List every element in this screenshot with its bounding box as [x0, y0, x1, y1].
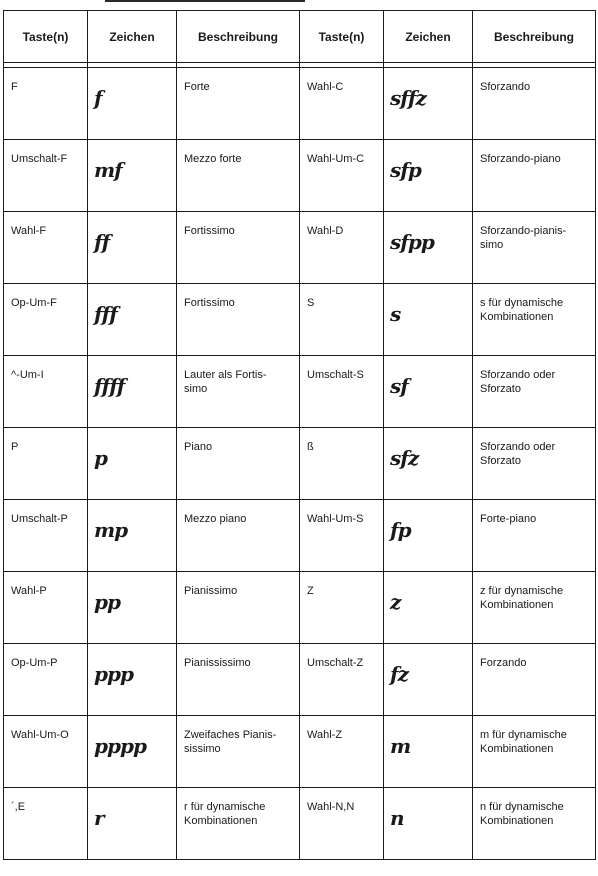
dynamic-symbol-container [88, 212, 177, 284]
description-cell-container [177, 140, 300, 212]
table-row [4, 788, 596, 860]
description-cell-container [177, 572, 300, 644]
key-cell-container [300, 500, 384, 572]
dynamic-symbol-container [384, 356, 473, 428]
description-cell: z für dynamische Kombinationen [480, 585, 564, 611]
header-keys-1: Taste(n) [4, 11, 88, 63]
description-cell: Forzando [480, 657, 527, 669]
description-cell: Pianississimo [184, 657, 251, 669]
table-row [4, 500, 596, 572]
description-cell-container [473, 140, 596, 212]
description-cell: Sforzando oder Sforzato [480, 441, 556, 467]
header-symbol-1: Zeichen [88, 11, 177, 63]
description-cell: Mezzo forte [184, 153, 242, 165]
description-cell: m für dynamische Kombinationen [480, 729, 567, 755]
description-cell: Pianissimo [184, 585, 238, 597]
dynamic-symbol: ff [94, 230, 110, 254]
dynamic-symbol: z [390, 590, 401, 614]
key-cell: Umschalt-F [11, 153, 68, 165]
description-cell-container [177, 212, 300, 284]
dynamic-symbol-container [384, 212, 473, 284]
dynamic-symbol: sfz [390, 446, 419, 470]
dynamic-symbol-container [384, 788, 473, 860]
dynamic-symbol-container [384, 716, 473, 788]
description-cell-container [177, 284, 300, 356]
key-cell-container [4, 716, 88, 788]
dynamic-symbol: m [390, 734, 411, 758]
dynamic-symbol-container [384, 500, 473, 572]
header-description-2: Beschreibung [473, 11, 596, 63]
key-cell: Umschalt-Z [307, 657, 364, 669]
dynamic-symbol: pppp [94, 734, 146, 758]
dynamic-symbol-container [88, 428, 177, 500]
description-cell-container [177, 644, 300, 716]
key-cell: Umschalt-S [307, 369, 364, 381]
dynamic-symbol-container [384, 140, 473, 212]
dynamic-symbol: sfpp [390, 230, 434, 254]
table-body [4, 63, 596, 860]
dynamic-symbol-container [88, 356, 177, 428]
dynamic-symbol: fz [390, 662, 408, 686]
key-cell-container [300, 212, 384, 284]
description-cell: Mezzo piano [184, 513, 247, 525]
key-cell: Wahl-N,N [307, 801, 355, 813]
key-cell-container [4, 428, 88, 500]
dynamic-symbol: fff [94, 302, 117, 326]
dynamic-symbol: ffff [94, 374, 125, 398]
description-cell-container [177, 788, 300, 860]
key-cell-container [4, 572, 88, 644]
dynamic-symbol: ppp [94, 662, 133, 686]
description-cell-container [177, 68, 300, 140]
description-cell-container [473, 500, 596, 572]
dynamic-symbol: sffz [390, 86, 426, 110]
description-cell-container [473, 428, 596, 500]
key-cell: Umschalt-P [11, 513, 68, 525]
description-cell: n für dynamische Kombinationen [480, 801, 564, 827]
key-cell: ^-Um-I [11, 369, 44, 381]
key-cell: Op-Um-F [11, 297, 57, 309]
key-cell-container [4, 644, 88, 716]
key-cell-container [300, 788, 384, 860]
key-cell-container [300, 284, 384, 356]
key-cell: P [11, 441, 19, 453]
dynamic-symbol-container [88, 140, 177, 212]
dynamic-symbol: fp [390, 518, 411, 542]
dynamic-symbol: f [94, 86, 102, 110]
key-cell-container [4, 284, 88, 356]
header-symbol-2: Zeichen [384, 11, 473, 63]
description-cell: Sforzando-piano [480, 153, 561, 165]
dynamic-symbol-container [88, 644, 177, 716]
key-cell: Wahl-D [307, 225, 344, 237]
dynamics-key-table [3, 10, 596, 860]
description-cell-container [177, 500, 300, 572]
description-cell-container [177, 356, 300, 428]
key-cell-container [4, 68, 88, 140]
key-cell: Wahl-C [307, 81, 344, 93]
key-cell-container [4, 500, 88, 572]
description-cell-container [473, 716, 596, 788]
key-cell-container [300, 428, 384, 500]
key-cell: Op-Um-P [11, 657, 58, 669]
key-cell: ß [307, 441, 314, 453]
dynamic-symbol: mf [94, 158, 122, 182]
dynamic-symbol-container [88, 500, 177, 572]
description-cell-container [177, 428, 300, 500]
key-cell: ´,E [11, 801, 26, 813]
key-cell-container [300, 68, 384, 140]
description-cell: Fortissimo [184, 225, 235, 237]
description-cell: Zweifaches Pianis- sissimo [184, 729, 277, 755]
description-cell-container [473, 644, 596, 716]
table-row [4, 644, 596, 716]
dynamic-symbol: sfp [390, 158, 421, 182]
key-cell: S [307, 297, 315, 309]
table-row [4, 716, 596, 788]
dynamic-symbol-container [88, 284, 177, 356]
dynamic-symbol: p [94, 446, 107, 470]
key-cell: Wahl-Z [307, 729, 343, 741]
key-cell-container [300, 716, 384, 788]
dynamic-symbol: r [94, 806, 104, 830]
key-cell-container [300, 644, 384, 716]
table-row [4, 284, 596, 356]
dynamic-symbol-container [88, 716, 177, 788]
key-cell-container [300, 572, 384, 644]
header-keys-2: Taste(n) [300, 11, 384, 63]
description-cell-container [473, 284, 596, 356]
dynamic-symbol-container [384, 284, 473, 356]
dynamic-symbol: s [390, 302, 401, 326]
table-row [4, 356, 596, 428]
key-cell-container [300, 356, 384, 428]
description-cell-container [473, 572, 596, 644]
description-cell: Sforzando [480, 81, 531, 93]
dynamic-symbol: sf [390, 374, 408, 398]
header-row [4, 11, 596, 63]
description-cell: s für dynamische Kombinationen [480, 297, 564, 323]
description-cell: Piano [184, 441, 213, 453]
key-cell: Wahl-F [11, 225, 47, 237]
key-cell: Z [307, 585, 314, 597]
description-cell: Lauter als Fortis- simo [184, 369, 267, 395]
description-cell-container [473, 212, 596, 284]
dynamic-symbol: pp [94, 590, 120, 614]
key-cell: Wahl-Um-S [307, 513, 364, 525]
description-cell: Forte [184, 81, 210, 93]
dynamic-symbol: mp [94, 518, 128, 542]
key-cell: F [11, 81, 18, 93]
description-cell-container [177, 716, 300, 788]
dynamic-symbol-container [384, 644, 473, 716]
key-cell: Wahl-Um-O [11, 729, 69, 741]
key-cell-container [4, 788, 88, 860]
dynamic-symbol-container [88, 572, 177, 644]
dynamic-symbol: n [390, 806, 404, 830]
description-cell: Forte-piano [480, 513, 537, 525]
description-cell-container [473, 356, 596, 428]
dynamic-symbol-container [88, 68, 177, 140]
description-cell: Fortissimo [184, 297, 235, 309]
header-description-1: Beschreibung [177, 11, 300, 63]
description-cell-container [473, 68, 596, 140]
key-cell-container [4, 212, 88, 284]
key-cell-container [4, 140, 88, 212]
description-cell: r für dynamische Kombinationen [184, 801, 266, 827]
table-row [4, 212, 596, 284]
description-cell-container [473, 788, 596, 860]
table-row [4, 428, 596, 500]
description-cell: Sforzando-pianis- simo [480, 225, 567, 251]
key-cell: Wahl-P [11, 585, 47, 597]
dynamic-symbol-container [88, 788, 177, 860]
table-row [4, 572, 596, 644]
key-cell: Wahl-Um-C [307, 153, 365, 165]
key-cell-container [300, 140, 384, 212]
table-row [4, 68, 596, 140]
dynamic-symbol-container [384, 428, 473, 500]
description-cell: Sforzando oder Sforzato [480, 369, 556, 395]
dynamic-symbol-container [384, 572, 473, 644]
key-cell-container [4, 356, 88, 428]
top-rule [105, 0, 305, 2]
dynamic-symbol-container [384, 68, 473, 140]
table-row [4, 140, 596, 212]
